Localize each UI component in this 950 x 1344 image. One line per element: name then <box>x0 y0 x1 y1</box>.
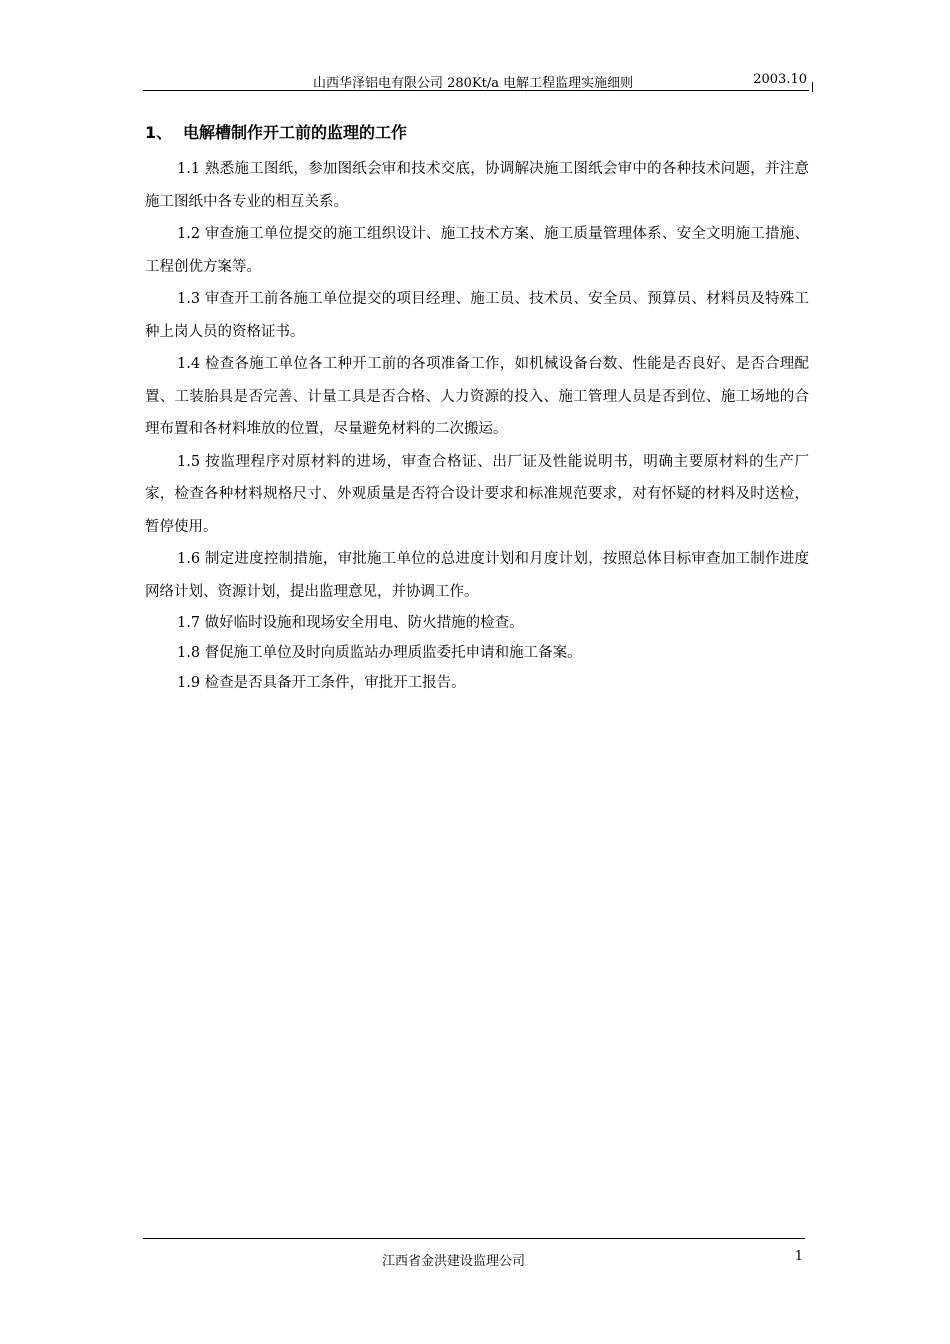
page-number: 1 <box>794 1249 803 1264</box>
page-header <box>143 70 809 91</box>
list-item-1-8: 1.8 督促施工单位及时向质监站办理质监委托申请和施工备案。 <box>177 645 582 661</box>
section-number: 1、 <box>145 123 173 142</box>
list-item-1-7: 1.7 做好临时设施和现场安全用电、防火措施的检查。 <box>177 615 524 631</box>
page-footer <box>143 1238 805 1269</box>
section-heading <box>145 122 809 144</box>
header-date: 2003.10 <box>753 72 807 87</box>
list-item-1-1: 1.1 熟悉施工图纸，参加图纸会审和技术交底，协调解决施工图纸会审中的各种技术问题，并注意施工图纸中各专业的相互关系。 <box>145 161 809 210</box>
list-item-1-9: 1.9 检查是否具备开工条件，审批开工报告。 <box>177 675 466 691</box>
list-item-1-4: 1.4 检查各施工单位各工种开工前的各项准备工作，如机械设备台数、性能是否良好、是否合理配置、工装胎具是否完善、计量工具是否合格、人力资源的投入、施工管理人员是否到位、施工场地的合理布置和各材料堆放的位置，尽量避免材料的二次搬运。 <box>145 356 809 437</box>
footer-company: 江西省金洪建设监理公司 <box>382 1254 526 1269</box>
header-title: 山西华泽铝电有限公司 280Kt/a 电解工程监理实施细则 <box>313 76 634 91</box>
section-title: 电解槽制作开工前的监理的工作 <box>183 123 408 142</box>
list-item-1-3: 1.3 审查开工前各施工单位提交的项目经理、施工员、技术员、安全员、预算员、材料员及特殊工种上岗人员的资格证书。 <box>145 291 809 340</box>
header-rule-tick <box>812 82 813 92</box>
list-item-1-2: 1.2 审查施工单位提交的施工组织设计、施工技术方案、施工质量管理体系、安全文明施工措施、工程创优方案等。 <box>145 226 809 275</box>
section-body <box>145 122 809 698</box>
list-item-1-6: 1.6 制定进度控制措施，审批施工单位的总进度计划和月度计划，按照总体目标审查加工制作进度网络计划、资源计划，提出监理意见，并协调工作。 <box>145 551 809 600</box>
list-item-1-5: 1.5 按监理程序对原材料的进场，审查合格证、出厂证及性能说明书，明确主要原材料的生产厂家，检查各种材料规格尺寸、外观质量是否符合设计要求和标准规范要求，对有怀疑的材料及时送检，暂停使用。 <box>145 453 809 535</box>
